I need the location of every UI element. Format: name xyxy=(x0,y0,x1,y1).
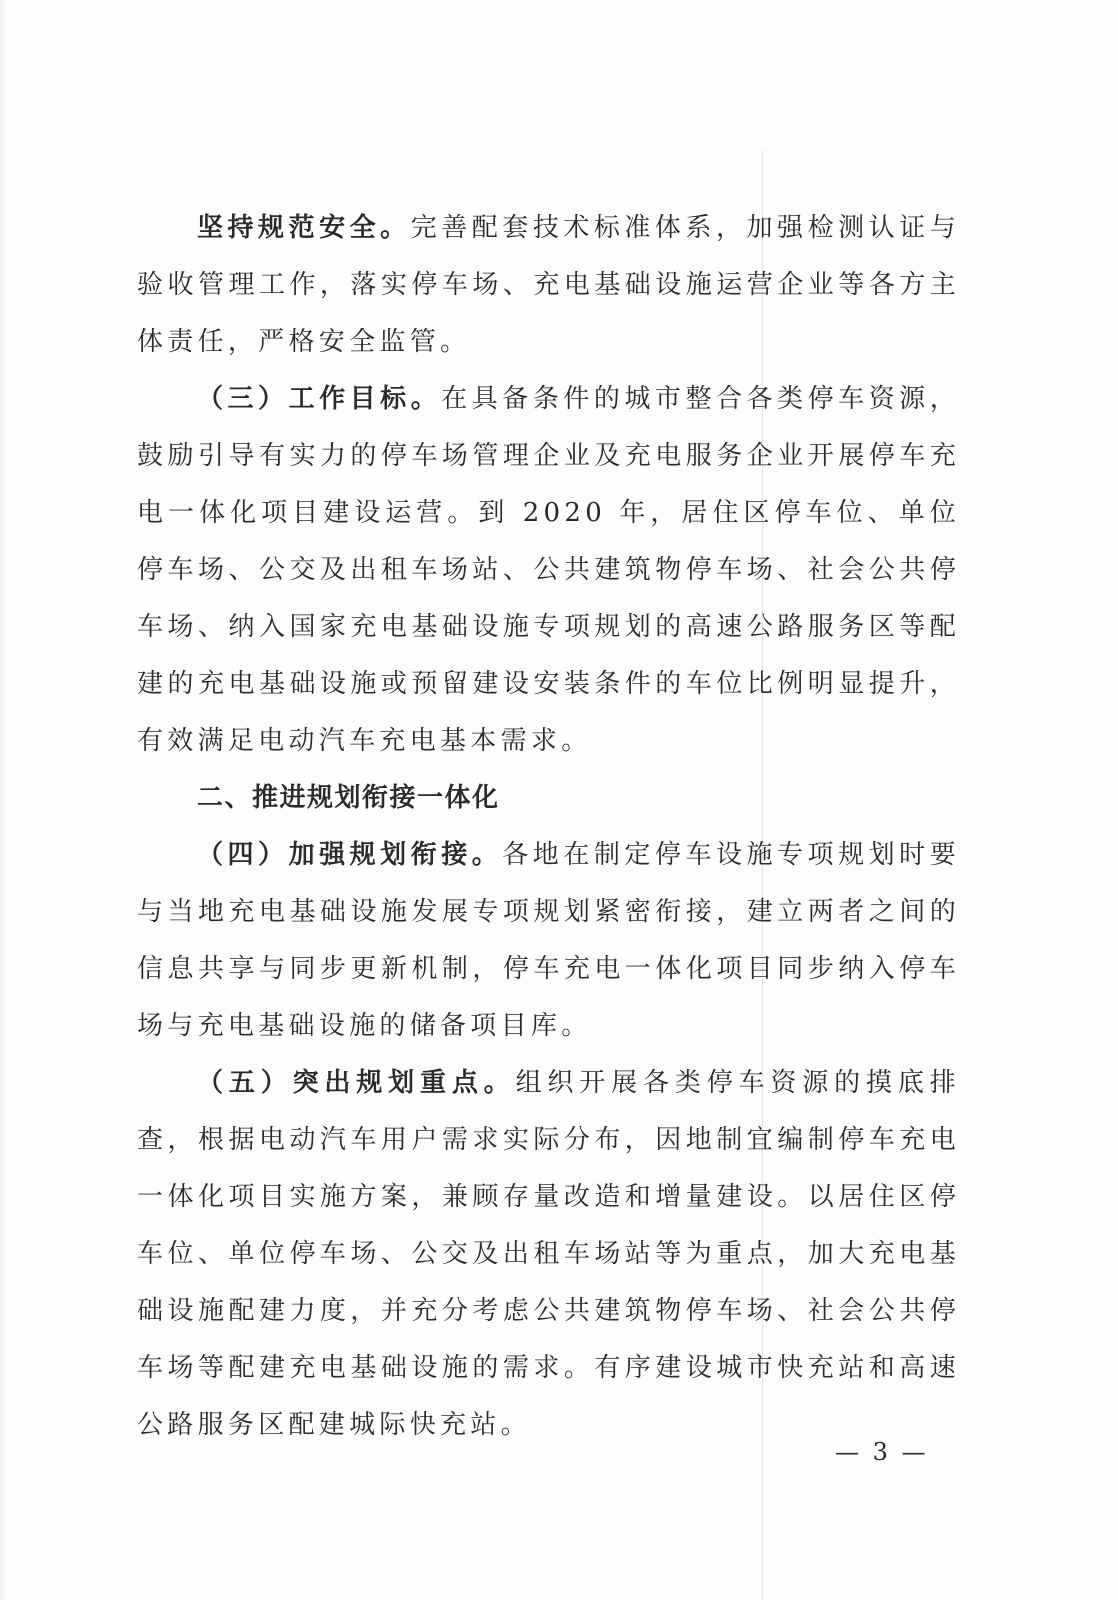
paragraph-text: 完善配套技术标准体系，加强检测认证与验收管理工作，落实停车场、充电基础设施运营企业等各方主体责任，严格安全监管。 xyxy=(137,213,960,357)
paragraph-text: 在具备条件的城市整合各类停车资源，鼓励引导有实力的停车场管理企业及充电服务企业开展停车充电一体化项目建设运营。到 2020 年，居住区停车位、单位停车场、公交及出租车场站、公共建筑物停车场、社会公共停车场、纳入国家充电基础设施专项规划的高速公路服务区等配建的充电基础设施或预留建设安装条件的车位比例明显提升，有效满足电动汽车充电基本需求。 xyxy=(137,384,960,756)
scan-edge-shadow xyxy=(0,0,6,1600)
paragraph-lead: （四）加强规划衔接。 xyxy=(197,840,503,870)
paragraph-planning-link xyxy=(137,827,960,1055)
paragraph-work-goals xyxy=(137,371,960,770)
section-heading: 二、推进规划衔接一体化 xyxy=(197,783,500,813)
paragraph-lead: 坚持规范安全。 xyxy=(197,213,411,243)
paragraph-lead: （五）突出规划重点。 xyxy=(197,1068,516,1098)
paragraph-lead: （三）工作目标。 xyxy=(197,384,442,414)
paragraph-planning-focus xyxy=(137,1055,960,1454)
page-number: — 3 — xyxy=(835,1438,929,1466)
paragraph-principle-safety xyxy=(137,200,960,371)
paragraph-text: 组织开展各类停车资源的摸底排查，根据电动汽车用户需求实际分布，因地制宜编制停车充电一体化项目实施方案，兼顾存量改造和增量建设。以居住区停车位、单位停车场、公交及出租车场站等为重点，加大充电基础设施配建力度，并充分考虑公共建筑物停车场、社会公共停车场等配建充电基础设施的需求。有序建设城市快充站和高速公路服务区配建城际快充站。 xyxy=(137,1068,960,1440)
paragraph-text: 各地在制定停车设施专项规划时要与当地充电基础设施发展专项规划紧密衔接，建立两者之间的信息共享与同步更新机制，停车充电一体化项目同步纳入停车场与充电基础设施的储备项目库。 xyxy=(137,840,960,1041)
document-body xyxy=(137,200,960,1454)
